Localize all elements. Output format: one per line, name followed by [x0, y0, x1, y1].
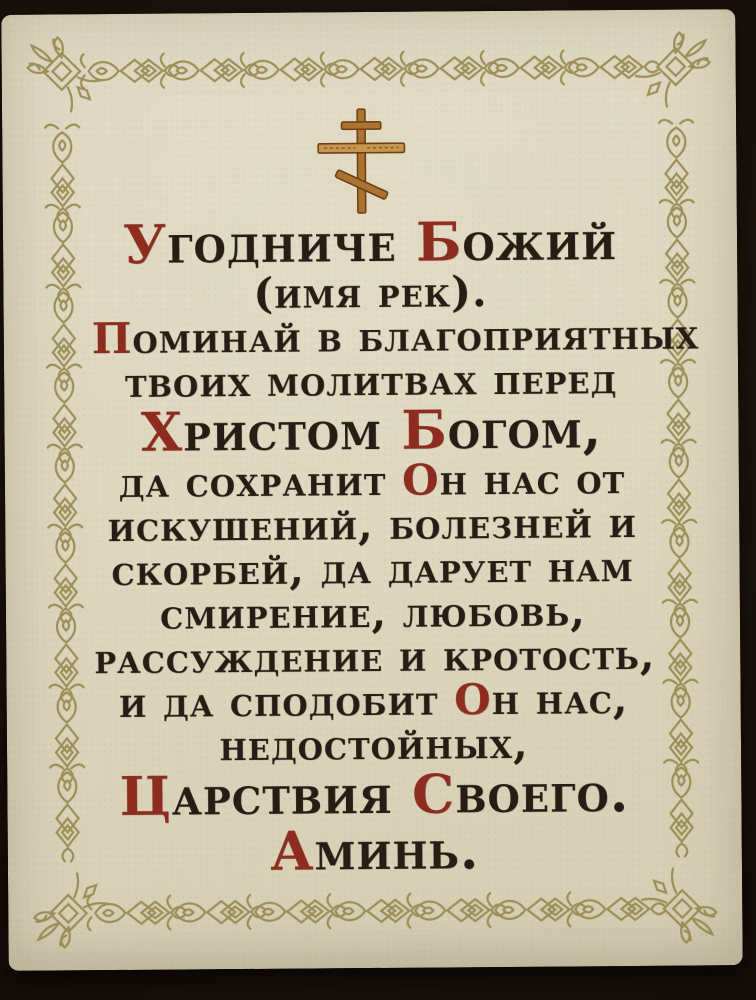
border-bottom-band	[87, 892, 664, 931]
border-right-band	[659, 120, 699, 857]
initial-letter: А	[270, 820, 315, 883]
prayer-line	[92, 398, 650, 464]
initial-letter: О	[401, 455, 440, 505]
prayer-card	[1, 9, 742, 971]
initial-letter: С	[411, 763, 456, 826]
text-segment: оминай в благоприятных	[132, 309, 700, 363]
text-segment: скорбей, да дарует нам	[111, 541, 634, 596]
border-top-band	[81, 50, 658, 89]
prayer-line	[94, 673, 652, 727]
initial-letter: О	[453, 675, 492, 725]
initial-letter: Х	[140, 401, 184, 464]
initial-letter: П	[91, 313, 133, 364]
prayer-line	[95, 761, 653, 828]
text-segment: да сохранит	[118, 455, 403, 507]
text-segment: ристом	[182, 399, 402, 464]
prayer-text	[91, 210, 700, 883]
text-segment: арствия	[171, 763, 413, 828]
text-segment: рассуждение и кротость,	[94, 629, 656, 684]
text-segment: ожий	[462, 210, 618, 274]
orthodox-cross-icon	[312, 107, 411, 218]
text-segment: огом,	[447, 398, 603, 462]
text-segment: искушений, болезней и	[107, 497, 638, 552]
text-segment: минь.	[314, 819, 480, 883]
initial-letter: Ц	[119, 765, 173, 828]
text-segment: годниче	[166, 211, 417, 276]
prayer-line	[96, 821, 654, 881]
text-segment: (имя рек).	[253, 267, 488, 318]
initial-letter: У	[122, 213, 168, 276]
text-segment: и да сподобит	[118, 675, 455, 727]
text-segment: н нас от	[439, 454, 626, 505]
border-left-band	[45, 125, 85, 862]
text-segment: недостойных,	[219, 718, 529, 771]
text-segment: твоих молитвах перед	[124, 354, 618, 407]
text-segment: н нас,	[491, 673, 629, 725]
initial-letter: Б	[415, 211, 463, 274]
text-segment: смирение, любовь,	[159, 586, 587, 639]
prayer-line	[91, 210, 649, 276]
initial-letter: Б	[401, 399, 448, 462]
text-segment: воего.	[455, 761, 630, 826]
